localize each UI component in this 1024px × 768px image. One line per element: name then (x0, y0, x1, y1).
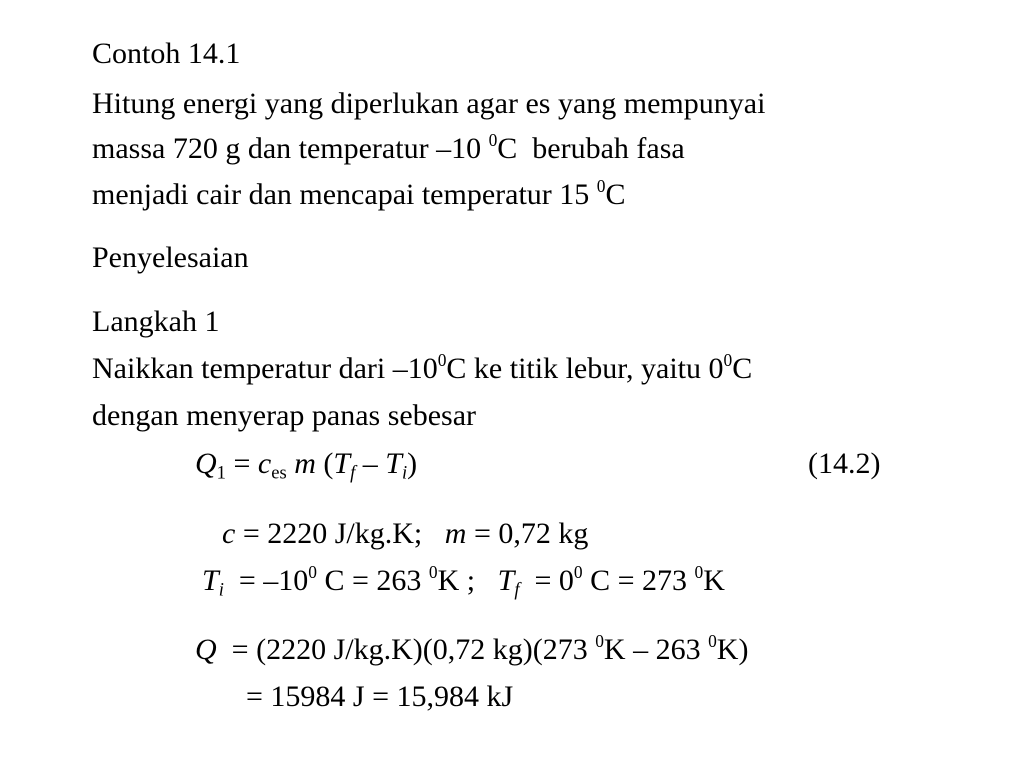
equation-number: (14.2) (808, 447, 881, 480)
solution-heading: Penyelesaian (92, 241, 249, 274)
step1-text-line-1: Naikkan temperatur dari $-10^0C$ ke titik lebur, yaitu $0^0C$ (92, 349, 753, 385)
formula-14-2: $Q_1 = c_{es}$ m $(T_f - T_i)$ (195, 447, 418, 484)
step1-text-line-2: dengan menyerap panas sebesar (92, 399, 476, 432)
example-heading: Contoh 14.1 (92, 37, 241, 70)
given-values-2: $T_i = -10^0$ C = 263 $^0$K ; $T_f = 0^0$ C = 273 $^0$K (202, 561, 725, 601)
problem-line-3: menjadi cair dan mencapai temperatur 15 $^0$C (92, 175, 626, 211)
step1-heading: Langkah 1 (92, 305, 220, 338)
given-values-1: c = 2220 J/kg.K; m = 0,72 kg (222, 517, 589, 550)
problem-line-2: massa 720 g dan temperatur –10 $^0$C berubah fasa (92, 129, 685, 165)
calculation-line-1: Q = (2220 J/kg.K)(0,72 kg)(273 $^0$K – 263 $^0$K) (195, 630, 749, 666)
problem-line-1: Hitung energi yang diperlukan agar es yang mempunyai (92, 87, 766, 120)
calculation-line-2: = 15984 J = 15,984 kJ (246, 680, 514, 713)
